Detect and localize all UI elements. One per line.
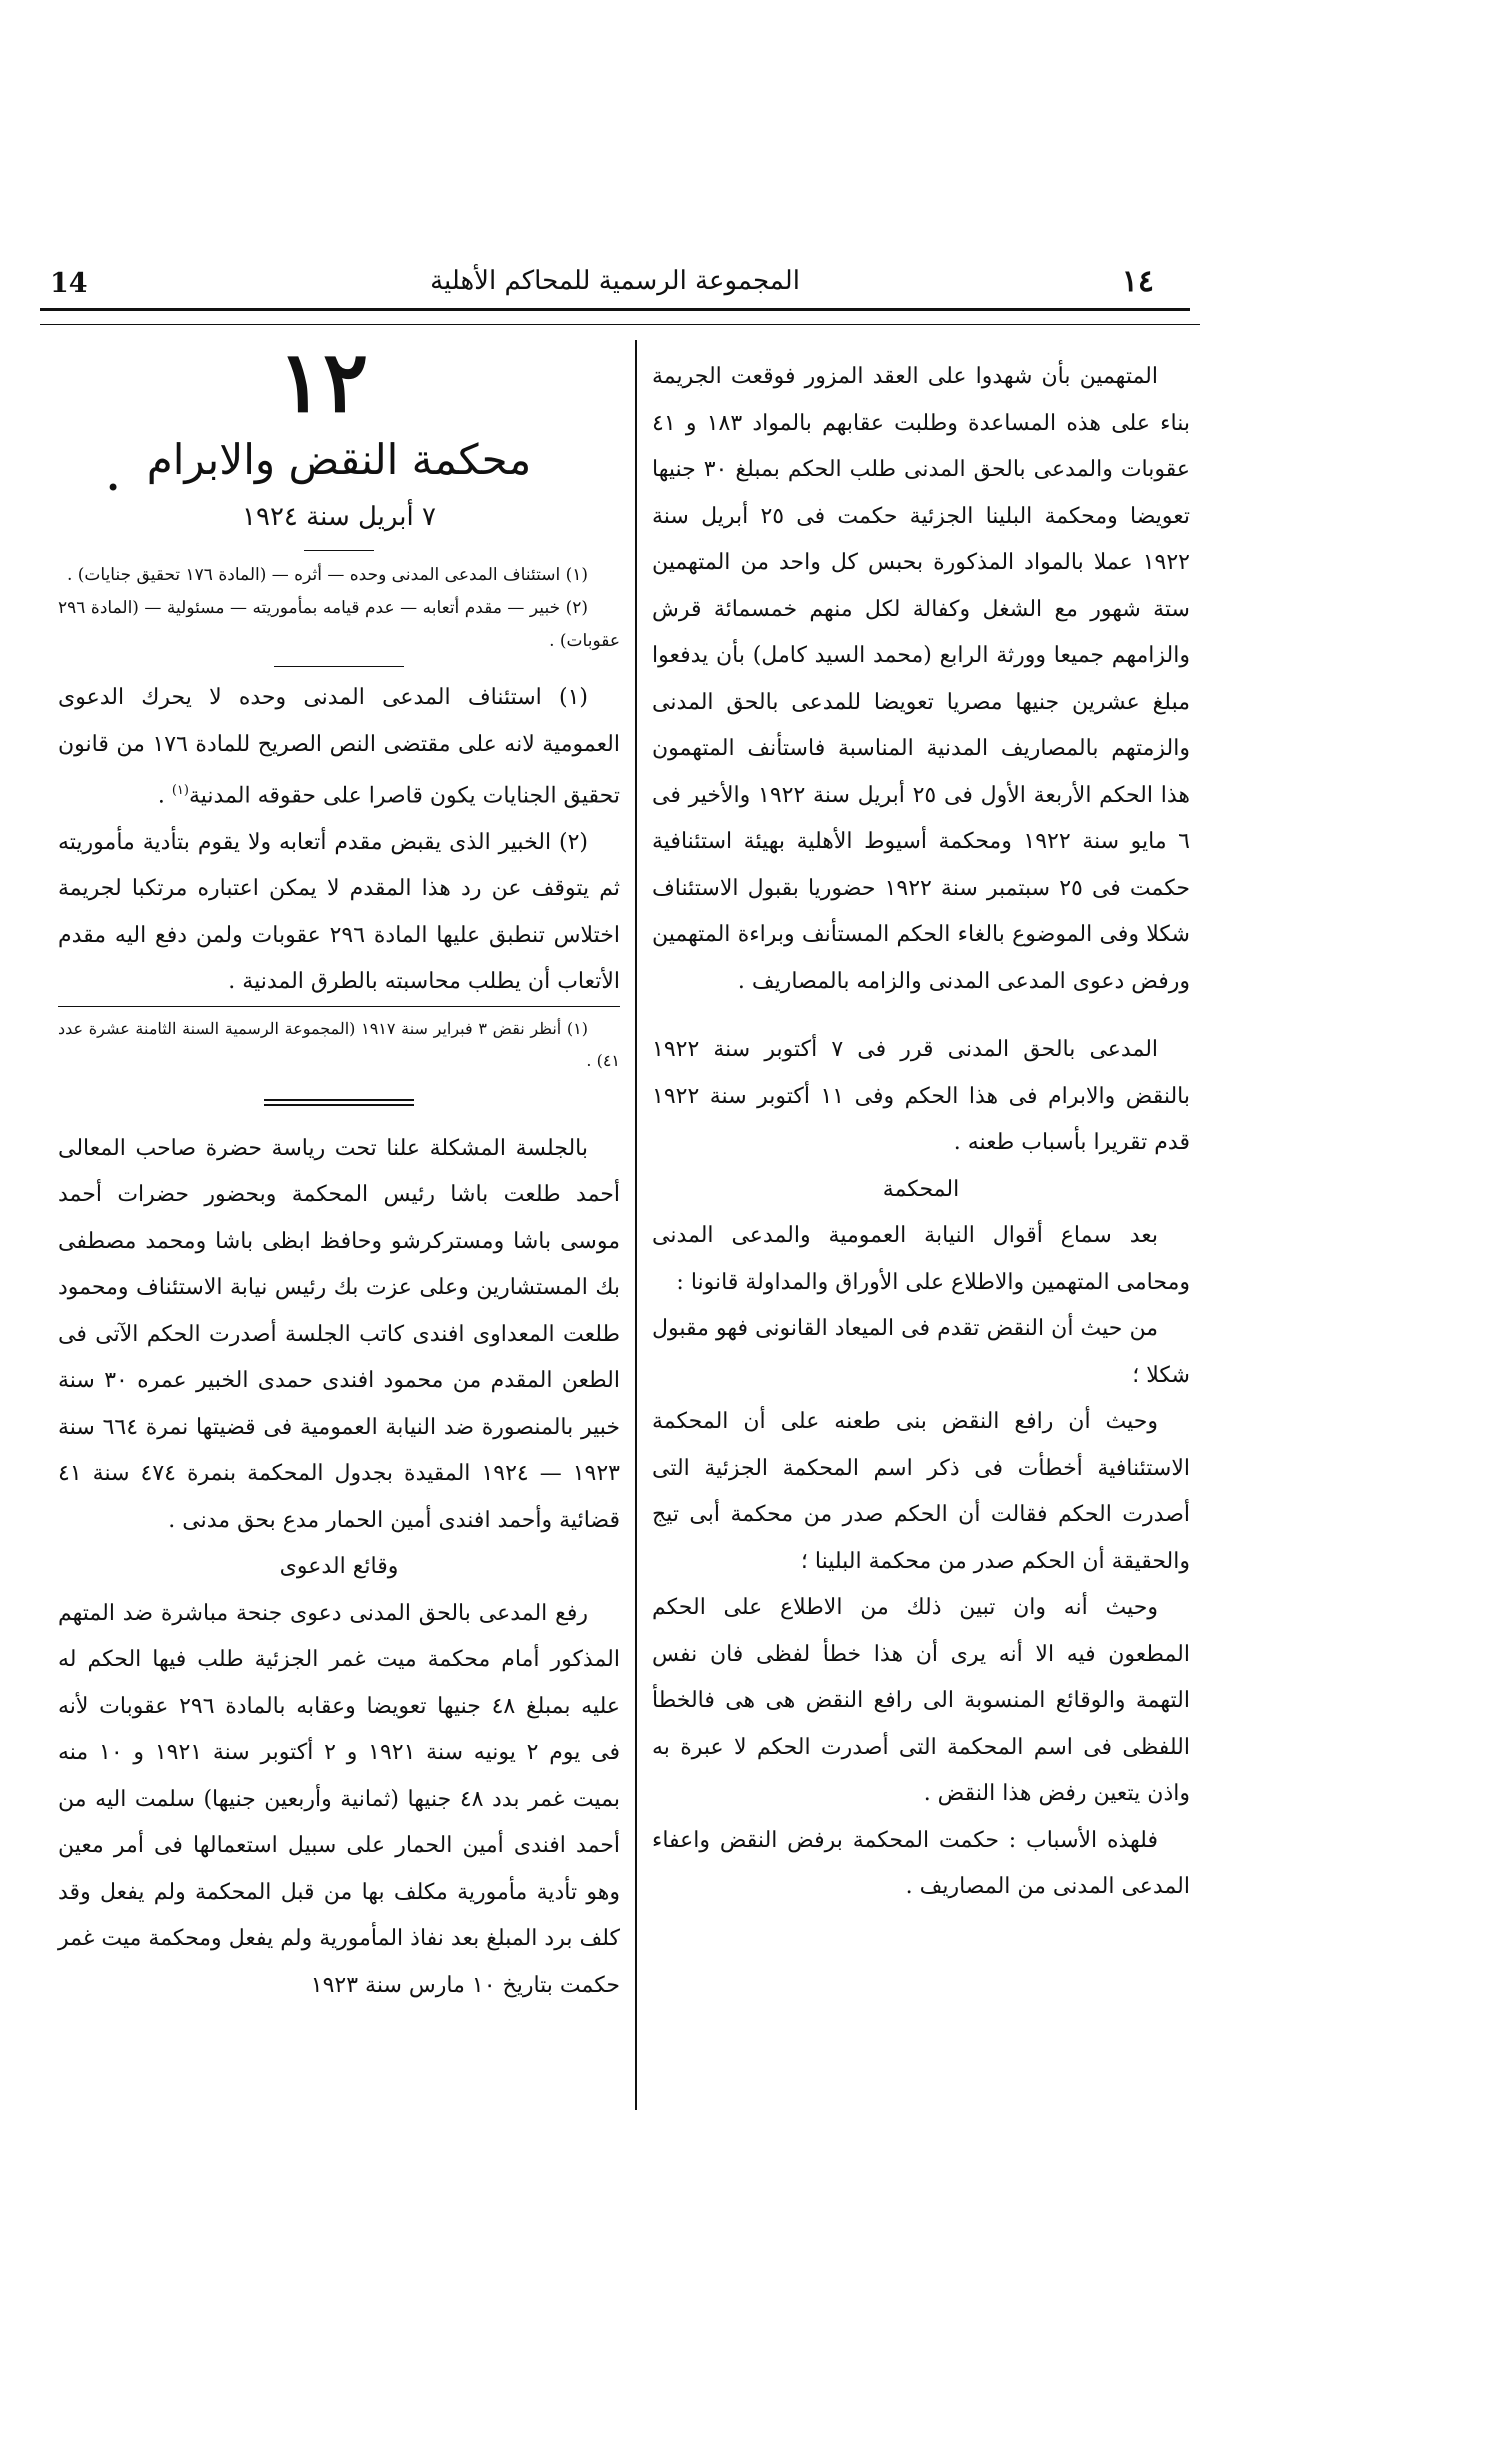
footnote: (١) أنظر نقض ٣ فبراير سنة ١٩١٧ (المجموعة الرسمية السنة الثامنة عشرة عدد ٤١) . — [58, 1006, 620, 1077]
principle: (٢) الخبير الذى يقبض مقدم أتعابه ولا يقوم بتأدية مأموريته ثم يتوقف عن رد هذا المقدم لا يمكن اعتباره مرتكبا لجريمة اختلاس تنطبق عليها المادة ٢٩٦ عقوبات ولمن دفع اليه مقدم الأتعاب أن يطلب محاسبته بالطرق المدنية . — [58, 829, 620, 995]
page-number-latin: 14 — [50, 268, 88, 299]
principle: (١) استئناف المدعى المدنى وحده لا يحرك الدعوى العمومية لانه على مقتضى النص الصريح للمادة ١٧٦ من قانون تحقيق الجنايات يكون قاصرا على حقوقه المدنية$^{(١)}$ . — [58, 685, 620, 809]
facts-paragraph: رفع المدعى بالحق المدنى دعوى جنحة مباشرة ضد المتهم المذكور أمام محكمة ميت غمر الجزئية طلب فيها الحكم له عليه بمبلغ ٤٨ جنيها تعويضا وعقابه بالمادة ٢٩٦ عقوبات لأنه فى يوم ٢ يونيه سنة ١٩٢١ و ٢ أكتوبر سنة ١٩٢١ و ١٠ منه بميت غمر بدد ٤٨ جنيها (ثمانية وأربعين جنيها) سلمت اليه من أحمد افندى أمين الحمار على سبيل استعمالها فى أمر معين وهو تأدية مأمورية مكلف بها من قبل المحكمة ولم يفعل وقد كلف برد المبلغ بعد نفاذ المأمورية ولم يفعل ومحكمة ميت غمر حكمت بتاريخ ١٠ مارس سنة ١٩٢٣ — [58, 1600, 621, 1998]
double-rule — [264, 1099, 414, 1106]
court-heading: المحكمة — [882, 1176, 960, 1202]
paragraph: من حيث أن النقض تقدم فى الميعاد القانونى فهو مقبول شكلا ؛ — [652, 1316, 1190, 1388]
margin-dot: • — [106, 474, 121, 502]
spacer — [652, 1005, 1190, 1027]
column-divider — [635, 340, 637, 2110]
paragraph: فلهذه الأسباب : حكمت المحكمة برفض النقض واعفاء المدعى المدنى من المصاريف . — [652, 1827, 1190, 1899]
page-number-arabic: ١٤ — [1121, 264, 1154, 299]
footnote-marker: (١) — [171, 783, 189, 798]
divider — [304, 550, 374, 551]
paragraph: وحيث أن رافع النقض بنى طعنه على أن المحكمة الاستئنافية أخطأت فى ذكر اسم المحكمة الجزئية التى أصدرت الحكم فقالت أن الحكم صدر من محكمة أبى تيج والحقيقة أن الحكم صدر من محكمة البلينا ؛ — [652, 1409, 1190, 1574]
principle-text: (١) استئناف المدعى المدنى وحده لا يحرك الدعوى العمومية لانه على مقتضى النص الصريح للمادة ١٧٦ من قانون تحقيق الجنايات يكون قاصرا على حقوقه المدنية — [58, 685, 620, 809]
divider — [274, 666, 404, 667]
paragraph: وحيث أنه وان تبين ذلك من الاطلاع على الحكم المطعون فيه الا أنه يرى أن هذا خطأ لفظى فان نفس التهمة والوقائع المنسوبة الى رافع النقض هى هى فالخطأ اللفظى فى اسم المحكمة التى أصدرت الحكم لا عبرة به واذن يتعين رفض هذا النقض . — [652, 1595, 1190, 1806]
case-date: ٧ أبريل سنة ١٩٢٤ — [242, 502, 436, 532]
left-column — [58, 332, 621, 2009]
summary-item: (٢) خبير — مقدم أتعابه — عدم قيامه بمأموريته — مسئولية — (المادة ٢٩٦ عقوبات) . — [58, 598, 620, 651]
running-title: المجموعة الرسمية للمحاكم الأهلية — [430, 266, 800, 296]
paragraph: المتهمين بأن شهدوا على العقد المزور فوقعت الجريمة بناء على هذه المساعدة وطلبت عقابهم بالمواد ١٨٣ و ٤١ عقوبات والمدعى بالحق المدنى طلب الحكم بمبلغ ٣٠ جنيها تعويضا ومحكمة البلينا الجزئية حكمت فى ٢٥ أبريل سنة ١٩٢٢ عملا بالمواد المذكورة بحبس كل واحد من المتهمين ستة شهور مع الشغل وكفالة لكل منهم خمسمائة قرش والزامهم جميعا وورثة الرابع (محمد السيد كامل) بأن يدفعوا مبلغ عشرين جنيها مصريا تعويضا للمدعى بالحق المدنى والزمتهم بالمصاريف المدنية المناسبة فاستأنف المتهمون هذا الحكم الأربعة الأول فى ٢٥ أبريل سنة ١٩٢٢ والأخير فى ٦ مايو سنة ١٩٢٢ ومحكمة أسيوط الأهلية بهيئة استئنافية حكمت فى ٢٥ سبتمبر سنة ١٩٢٢ حضوريا بقبول الاستئناف شكلا وفى الموضوع بالغاء الحكم المستأنف وبراءة المتهمين ورفض دعوى المدعى المدنى والزامه بالمصاريف . — [652, 364, 1191, 994]
right-column — [652, 354, 1190, 1911]
header-rule — [40, 324, 1200, 325]
session-paragraph: بالجلسة المشكلة علنا تحت رياسة حضرة صاحب المعالى أحمد طلعت باشا رئيس المحكمة وبحضور حضرات أحمد موسى باشا ومستركرشو وحافظ ابظى باشا ومحمد مصطفى بك المستشارين وعلى عزت بك رئيس نيابة الاستئناف ومحمود طلعت المعداوى افندى كاتب الجلسة أصدرت الحكم الآتى فى الطعن المقدم من محمود افندى حمدى الخبير عمره ٣٠ سنة خبير بالمنصورة ضد النيابة العمومية فى قضيتها نمرة ٦٦٤ سنة ١٩٢٣ — ١٩٢٤ المقيدة بجدول المحكمة بنمرة ٤٧٤ سنة ٤١ قضائية وأحمد افندى أمين الحمار مدع بحق مدنى . — [58, 1135, 620, 1533]
court-name: محكمة النقض والابرام — [146, 435, 532, 484]
summary-item: (١) استئناف المدعى المدنى وحده — أثره — (المادة ١٧٦ تحقيق جنايات) . — [66, 565, 588, 585]
paragraph: بعد سماع أقوال النيابة العمومية والمدعى المدنى ومحامى المتهمين والاطلاع على الأوراق والمداولة قانونا : — [652, 1223, 1190, 1295]
case-number: ١٢ — [277, 332, 369, 431]
paragraph: المدعى بالحق المدنى قرر فى ٧ أكتوبر سنة ١٩٢٢ بالنقض والابرام فى هذا الحكم وفى ١١ أكتوبر سنة ١٩٢٢ قدم تقريرا بأسباب طعنه . — [652, 1037, 1190, 1155]
page-header — [40, 258, 1190, 311]
facts-heading: وقائع الدعوى — [279, 1554, 399, 1580]
